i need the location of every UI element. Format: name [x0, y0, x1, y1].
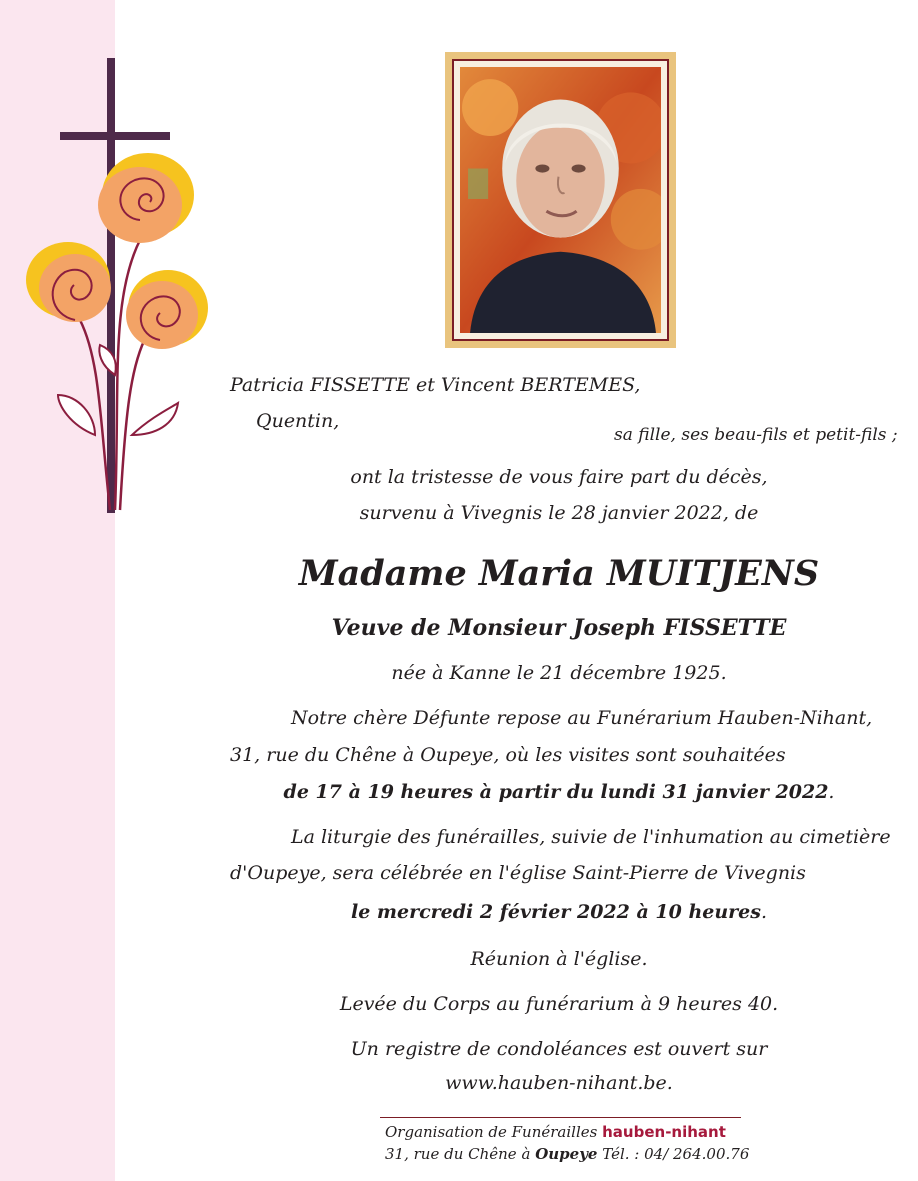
- website-link[interactable]: www.hauben-nihant.be.: [445, 1072, 673, 1094]
- meeting-line: Réunion à l'église.: [470, 948, 648, 970]
- leaf-left: [58, 395, 95, 435]
- footer-address-city: Oupeye: [535, 1145, 598, 1163]
- visits-hours-bold: de 17 à 19 heures à partir du lundi 31 janvier 2022: [283, 781, 829, 803]
- family-relation: sa fille, ses beau-fils et petit-fils ;: [614, 425, 898, 445]
- footer-address: [385, 1145, 749, 1163]
- cross-roses-decoration: [0, 40, 230, 540]
- rose-left: [26, 242, 111, 322]
- announcement-line-2: survenu à Vivegnis le 28 janvier 2022, de: [359, 502, 759, 524]
- funeral-date-bold: le mercredi 2 février 2022 à 10 heures: [350, 901, 761, 923]
- deceased-name: Madame Maria MUITJENS: [298, 553, 820, 594]
- family-line-2: Quentin,: [256, 410, 340, 432]
- funeral-line-1: La liturgie des funérailles, suivie de l'inhumation au cimetière: [291, 826, 891, 848]
- widow-line: Veuve de Monsieur Joseph FISSETTE: [331, 615, 787, 641]
- visits-line-1: Notre chère Défunte repose au Funérarium Hauben-Nihant,: [291, 707, 873, 729]
- visits-line-2: 31, rue du Chêne à Oupeye, où les visites sont souhaitées: [230, 744, 786, 766]
- footer-address-prefix: 31, rue du Chêne à: [385, 1145, 531, 1163]
- funeral-date-end: .: [760, 901, 768, 923]
- portrait: [452, 59, 669, 341]
- footer-phone: Tél. : 04/ 264.00.76: [602, 1145, 750, 1163]
- footer-organisation: [385, 1123, 726, 1141]
- brand-logo: hauben-nihant: [602, 1123, 726, 1141]
- rose-right: [126, 270, 208, 349]
- registry-line: Un registre de condoléances est ouvert sur: [350, 1038, 768, 1060]
- footer-divider: [380, 1117, 741, 1118]
- funeral-line-2: d'Oupeye, sera célébrée en l'église Saint-Pierre de Vivegnis: [230, 862, 806, 884]
- funeral-date: [0, 901, 918, 923]
- visits-hours: [0, 781, 918, 803]
- birth-line: née à Kanne le 21 décembre 1925.: [391, 662, 727, 684]
- portrait-frame: [445, 52, 676, 348]
- portrait-image: [460, 67, 661, 333]
- family-line-1: Patricia FISSETTE et Vincent BERTEMES,: [230, 374, 641, 396]
- leaf-right: [132, 403, 178, 435]
- footer-organisation-label: Organisation de Funérailles: [385, 1123, 598, 1141]
- visits-hours-end: .: [828, 781, 835, 803]
- levee-line: Levée du Corps au funérarium à 9 heures 40.: [339, 993, 779, 1015]
- cross-horizontal: [60, 132, 170, 140]
- announcement-line-1: ont la tristesse de vous faire part du décès,: [350, 466, 768, 488]
